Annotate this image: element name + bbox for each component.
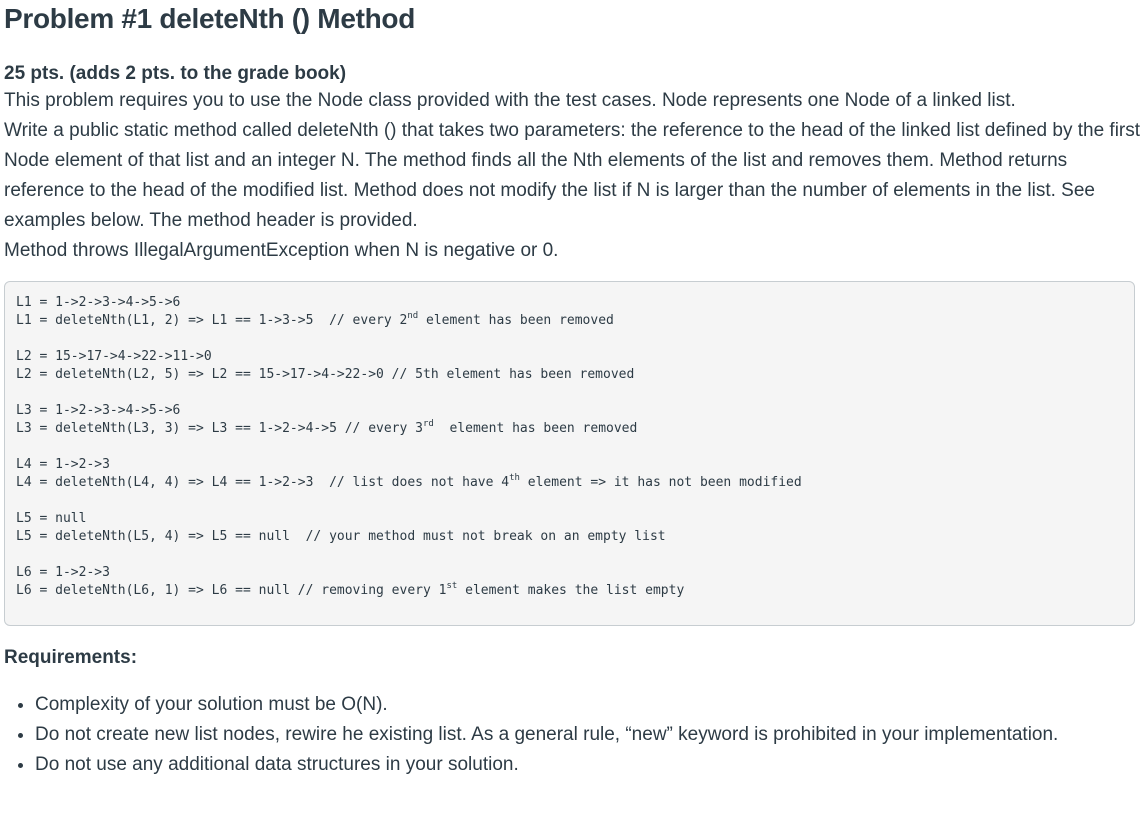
code-line: L5 = null [16,511,87,526]
ordinal-suffix: st [446,581,458,591]
requirements-list [4,690,1143,780]
code-examples-block [4,281,1135,626]
code-line: L3 = 1->2->3->4->5->6 [16,403,181,418]
code-text: L2 = deleteNth(L2, 5) => L2 == 15->17->4->22->0 // 5th element has been removed [16,367,635,382]
code-text: L4 = deleteNth(L4, 4) => L4 == 1->2->3 // list does not have 4 [16,475,510,490]
ordinal-suffix: nd [407,311,419,321]
code-example [16,510,1134,546]
code-line: L6 = 1->2->3 [16,565,110,580]
exception-paragraph: Method throws IllegalArgumentException when N is negative or 0. [4,240,559,261]
code-text: element has been removed [433,421,638,436]
code-line [16,312,1134,330]
code-line [16,474,1134,492]
code-example [16,348,1134,384]
code-example [16,456,1134,492]
ordinal-suffix: th [509,473,520,483]
code-line [16,420,1134,438]
points-label: 25 pts. (adds 2 pts. to the grade book) [4,63,347,84]
intro-paragraph: This problem requires you to use the Node class provided with the test cases. Node represents one Node of a linked list. [4,90,1016,111]
code-example [16,564,1134,600]
list-item: • Do not use any additional data structures in your solution. [35,750,1143,780]
code-line [16,582,1134,600]
code-text: element makes the list empty [457,583,685,598]
code-text: element => it has not been modified [519,475,802,490]
requirements-heading: Requirements: [4,647,138,668]
code-line: L4 = 1->2->3 [16,457,110,472]
code-example [16,402,1134,438]
code-text: element has been removed [418,313,614,328]
code-example [16,294,1134,330]
code-line [16,528,1134,546]
code-line: L2 = 15->17->4->22->11->0 [16,349,212,364]
list-item: • Do not create new list nodes, rewire he existing list. As a general rule, “new” keyword is prohibited in your implementation. [35,720,1143,750]
code-text: L5 = deleteNth(L5, 4) => L5 == null // your method must not break on an empty list [16,529,666,544]
ordinal-suffix: rd [423,419,434,429]
code-text: L1 = deleteNth(L1, 2) => L1 == 1->3->5 // every 2 [16,313,408,328]
code-text: L6 = deleteNth(L6, 1) => L6 == null // removing every 1 [16,583,447,598]
code-text: L3 = deleteNth(L3, 3) => L3 == 1->2->4->5 // every 3 [16,421,423,436]
page-title: Problem #1 deleteNth () Method [4,3,416,34]
list-item: • Complexity of your solution must be O(N). [35,690,1143,720]
code-line: L1 = 1->2->3->4->5->6 [16,295,181,310]
code-line [16,366,1134,384]
method-description-paragraph: Write a public static method called deleteNth () that takes two parameters: the reference to the head of the linked list defined by the first Node element of that list and an integer N. The method finds all the Nth elements of the list and removes them. Method returns reference to the head of the modified list. Method does not modify the list if N is larger than the number of elements in the list. See examples below. The method header is provided. [4,120,1141,231]
